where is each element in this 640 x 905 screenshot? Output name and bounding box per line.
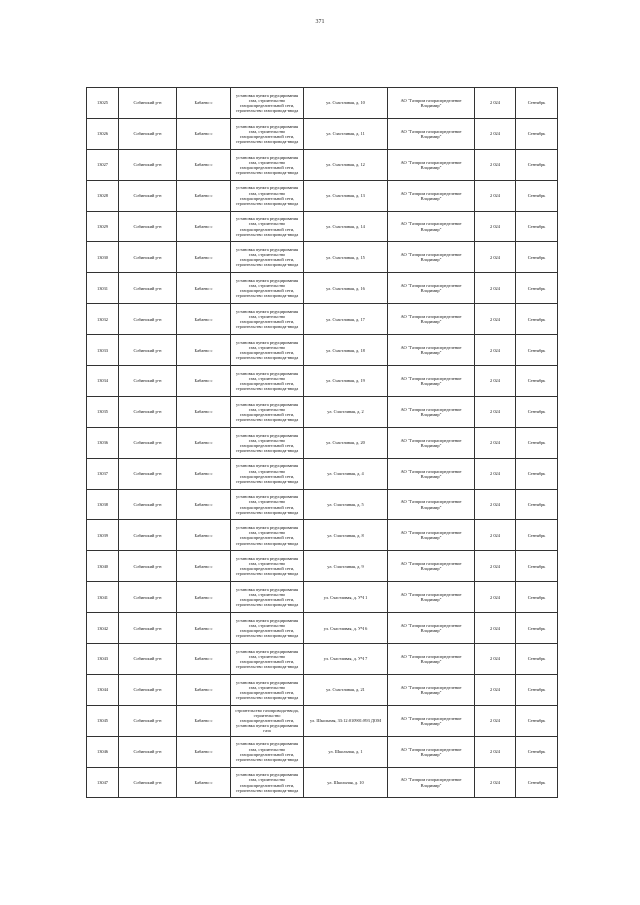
row-id: 13026 [87,118,119,149]
settlement-cell: Бабаево с [177,644,231,675]
organization-cell: АО "Газпром газораспределение Владимир" [388,149,475,180]
organization-cell: АО "Газпром газораспределение Владимир" [388,242,475,273]
district-cell: Собинский р-н [119,520,177,551]
work-description-cell: установка пункта редуцирования газа, строительство газораспределительной сети, строительство газопровода-ввода [231,396,304,427]
work-description-cell: установка пункта редуцирования газа, строительство газораспределительной сети, строительство газопровода-ввода [231,304,304,335]
month-cell: Сентябрь [516,520,558,551]
address-cell: ул. Счастливая, д. 17 [304,304,388,335]
table-row [87,118,558,149]
work-description-cell: установка пункта редуцирования газа, строительство газораспределительной сети, строительство газопровода-ввода [231,335,304,366]
table-row [87,458,558,489]
row-id: 13033 [87,335,119,366]
year-cell: 2 024 [475,366,516,397]
settlement-cell: Бабаево с [177,674,231,705]
address-cell: ул. Счастливая, д. 21 [304,674,388,705]
settlement-cell: Бабаево с [177,458,231,489]
settlement-cell: Бабаево с [177,242,231,273]
month-cell: Сентябрь [516,273,558,304]
month-cell: Сентябрь [516,458,558,489]
work-description-cell: установка пункта редуцирования газа, строительство газораспределительной сети, строительство газопровода-ввода [231,366,304,397]
organization-cell: АО "Газпром газораспределение Владимир" [388,582,475,613]
district-cell: Собинский р-н [119,335,177,366]
district-cell: Собинский р-н [119,304,177,335]
year-cell: 2 024 [475,767,516,798]
table-row [87,613,558,644]
address-cell: ул. Счастливая, д. УЧ 7 [304,644,388,675]
row-id: 13047 [87,767,119,798]
work-description-cell: установка пункта редуцирования газа, строительство газораспределительной сети, строительство газопровода-ввода [231,582,304,613]
year-cell: 2 024 [475,118,516,149]
settlement-cell: Бабаево с [177,520,231,551]
month-cell: Сентябрь [516,705,558,736]
work-description-cell: установка пункта редуцирования газа, строительство газораспределительной сети, строительство газопровода-ввода [231,767,304,798]
row-id: 13044 [87,674,119,705]
address-cell: ул. Счастливая, д. 11 [304,118,388,149]
settlement-cell: Бабаево с [177,118,231,149]
row-id: 13031 [87,273,119,304]
settlement-cell: Бабаево с [177,273,231,304]
work-description-cell: установка пункта редуцирования газа, строительство газораспределительной сети, строительство газопровода-ввода [231,520,304,551]
year-cell: 2 024 [475,242,516,273]
organization-cell: АО "Газпром газораспределение Владимир" [388,211,475,242]
organization-cell: АО "Газпром газораспределение Владимир" [388,118,475,149]
district-cell: Собинский р-н [119,149,177,180]
year-cell: 2 024 [475,582,516,613]
month-cell: Сентябрь [516,551,558,582]
settlement-cell: Бабаево с [177,767,231,798]
settlement-cell: Бабаево с [177,88,231,119]
table-row [87,489,558,520]
address-cell: ул. Счастливая, д. 5 [304,489,388,520]
month-cell: Сентябрь [516,335,558,366]
settlement-cell: Бабаево с [177,736,231,767]
district-cell: Собинский р-н [119,118,177,149]
month-cell: Сентябрь [516,489,558,520]
row-id: 13038 [87,489,119,520]
settlement-cell: Бабаево с [177,211,231,242]
organization-cell: АО "Газпром газораспределение Владимир" [388,613,475,644]
year-cell: 2 024 [475,736,516,767]
year-cell: 2 024 [475,520,516,551]
address-cell: ул. Счастливая, д. 15 [304,242,388,273]
table-row [87,396,558,427]
table-row [87,705,558,736]
address-cell: ул. Счастливая, д. 8 [304,520,388,551]
work-description-cell: установка пункта редуцирования газа, строительство газораспределительной сети, строительство газопровода-ввода [231,180,304,211]
address-cell: ул. Счастливая, д. 19 [304,366,388,397]
settlement-cell: Бабаево с [177,366,231,397]
address-cell: ул. Счастливая, д. УЧ 1 [304,582,388,613]
organization-cell: АО "Газпром газораспределение Владимир" [388,304,475,335]
table-row [87,644,558,675]
row-id: 13041 [87,582,119,613]
row-id: 13040 [87,551,119,582]
organization-cell: АО "Газпром газораспределение Владимир" [388,427,475,458]
district-cell: Собинский р-н [119,211,177,242]
district-cell: Собинский р-н [119,644,177,675]
table-row [87,366,558,397]
year-cell: 2 024 [475,613,516,644]
district-cell: Собинский р-н [119,489,177,520]
district-cell: Собинский р-н [119,427,177,458]
district-cell: Собинский р-н [119,458,177,489]
month-cell: Сентябрь [516,149,558,180]
organization-cell: АО "Газпром газораспределение Владимир" [388,335,475,366]
settlement-cell: Бабаево с [177,304,231,335]
settlement-cell: Бабаево с [177,180,231,211]
address-cell: ул. Счастливая, д. 10 [304,88,388,119]
district-cell: Собинский р-н [119,582,177,613]
year-cell: 2 024 [475,396,516,427]
district-cell: Собинский р-н [119,88,177,119]
table-row [87,335,558,366]
organization-cell: АО "Газпром газораспределение Владимир" [388,644,475,675]
organization-cell: АО "Газпром газораспределение Владимир" [388,767,475,798]
year-cell: 2 024 [475,88,516,119]
organization-cell: АО "Газпром газораспределение Владимир" [388,396,475,427]
work-description-cell: установка пункта редуцирования газа, строительство газораспределительной сети, строительство газопровода-ввода [231,149,304,180]
year-cell: 2 024 [475,180,516,211]
row-id: 13045 [87,705,119,736]
address-cell: ул. Счастливая, д. 13 [304,180,388,211]
district-cell: Собинский р-н [119,273,177,304]
row-id: 13037 [87,458,119,489]
month-cell: Сентябрь [516,366,558,397]
year-cell: 2 024 [475,489,516,520]
address-cell: ул. Счастливая, д. 12 [304,149,388,180]
work-description-cell: установка пункта редуцирования газа, строительство газораспределительной сети, строительство газопровода-ввода [231,644,304,675]
month-cell: Сентябрь [516,582,558,613]
district-cell: Собинский р-н [119,396,177,427]
settlement-cell: Бабаево с [177,613,231,644]
address-cell: ул. Счастливая, д. 9 [304,551,388,582]
table-row [87,242,558,273]
table-row [87,767,558,798]
month-cell: Сентябрь [516,644,558,675]
district-cell: Собинский р-н [119,674,177,705]
year-cell: 2 024 [475,705,516,736]
year-cell: 2 024 [475,427,516,458]
year-cell: 2 024 [475,335,516,366]
row-id: 13046 [87,736,119,767]
address-cell: ул. Счастливая, д. 4 [304,458,388,489]
table-row [87,211,558,242]
year-cell: 2 024 [475,273,516,304]
district-cell: Собинский р-н [119,366,177,397]
district-cell: Собинский р-н [119,613,177,644]
address-cell: ул. Счастливая, д. 14 [304,211,388,242]
month-cell: Сентябрь [516,118,558,149]
work-description-cell: установка пункта редуцирования газа, строительство газораспределительной сети, строительство газопровода-ввода [231,242,304,273]
work-description-cell: строительство газопровода-ввода, строительство газораспределительной сети, установка пункта редуцирования газа [231,705,304,736]
table-body [87,88,558,798]
row-id: 13035 [87,396,119,427]
address-cell: ул. Школьная, д. 10 [304,767,388,798]
district-cell: Собинский р-н [119,767,177,798]
month-cell: Сентябрь [516,304,558,335]
year-cell: 2 024 [475,458,516,489]
table-row [87,551,558,582]
table-row [87,674,558,705]
work-description-cell: установка пункта редуцирования газа, строительство газораспределительной сети, строительство газопровода-ввода [231,489,304,520]
row-id: 13036 [87,427,119,458]
row-id: 13027 [87,149,119,180]
year-cell: 2 024 [475,149,516,180]
district-cell: Собинский р-н [119,180,177,211]
row-id: 13034 [87,366,119,397]
registry-table [86,87,558,798]
address-cell: ул. Счастливая, д. УЧ 6 [304,613,388,644]
work-description-cell: установка пункта редуцирования газа, строительство газораспределительной сети, строительство газопровода-ввода [231,273,304,304]
row-id: 13043 [87,644,119,675]
row-id: 13039 [87,520,119,551]
settlement-cell: Бабаево с [177,582,231,613]
table-row [87,520,558,551]
organization-cell: АО "Газпром газораспределение Владимир" [388,180,475,211]
settlement-cell: Бабаево с [177,427,231,458]
settlement-cell: Бабаево с [177,489,231,520]
organization-cell: АО "Газпром газораспределение Владимир" [388,366,475,397]
address-cell: ул. Счастливая, д. 16 [304,273,388,304]
work-description-cell: установка пункта редуцирования газа, строительство газораспределительной сети, строительство газопровода-ввода [231,458,304,489]
work-description-cell: установка пункта редуцирования газа, строительство газораспределительной сети, строительство газопровода-ввода [231,88,304,119]
organization-cell: АО "Газпром газораспределение Владимир" [388,489,475,520]
organization-cell: АО "Газпром газораспределение Владимир" [388,458,475,489]
month-cell: Сентябрь [516,613,558,644]
organization-cell: АО "Газпром газораспределение Владимир" [388,736,475,767]
row-id: 13029 [87,211,119,242]
month-cell: Сентябрь [516,211,558,242]
work-description-cell: установка пункта редуцирования газа, строительство газораспределительной сети, строительство газопровода-ввода [231,211,304,242]
month-cell: Сентябрь [516,180,558,211]
district-cell: Собинский р-н [119,551,177,582]
address-cell: ул. Школьная, 33:12:010901:893 ДОМ [304,705,388,736]
table-row [87,180,558,211]
table-row [87,88,558,119]
year-cell: 2 024 [475,551,516,582]
table-row [87,149,558,180]
row-id: 13028 [87,180,119,211]
organization-cell: АО "Газпром газораспределение Владимир" [388,520,475,551]
month-cell: Сентябрь [516,736,558,767]
month-cell: Сентябрь [516,396,558,427]
work-description-cell: установка пункта редуцирования газа, строительство газораспределительной сети, строительство газопровода-ввода [231,736,304,767]
year-cell: 2 024 [475,674,516,705]
settlement-cell: Бабаево с [177,335,231,366]
district-cell: Собинский р-н [119,705,177,736]
address-cell: ул. Счастливая, д. 20 [304,427,388,458]
organization-cell: АО "Газпром газораспределение Владимир" [388,273,475,304]
address-cell: ул. Счастливая, д. 18 [304,335,388,366]
table-row [87,736,558,767]
organization-cell: АО "Газпром газораспределение Владимир" [388,551,475,582]
settlement-cell: Бабаево с [177,396,231,427]
month-cell: Сентябрь [516,767,558,798]
month-cell: Сентябрь [516,427,558,458]
work-description-cell: установка пункта редуцирования газа, строительство газораспределительной сети, строительство газопровода-ввода [231,613,304,644]
row-id: 13030 [87,242,119,273]
settlement-cell: Бабаево с [177,551,231,582]
work-description-cell: установка пункта редуцирования газа, строительство газораспределительной сети, строительство газопровода-ввода [231,674,304,705]
year-cell: 2 024 [475,644,516,675]
month-cell: Сентябрь [516,242,558,273]
settlement-cell: Бабаево с [177,149,231,180]
table-row [87,304,558,335]
district-cell: Собинский р-н [119,242,177,273]
work-description-cell: установка пункта редуцирования газа, строительство газораспределительной сети, строительство газопровода-ввода [231,427,304,458]
address-cell: ул. Школьная, д. 1 [304,736,388,767]
table-row [87,582,558,613]
work-description-cell: установка пункта редуцирования газа, строительство газораспределительной сети, строительство газопровода-ввода [231,118,304,149]
organization-cell: АО "Газпром газораспределение Владимир" [388,705,475,736]
settlement-cell: Бабаево с [177,705,231,736]
district-cell: Собинский р-н [119,736,177,767]
page-number: 371 [315,19,325,25]
organization-cell: АО "Газпром газораспределение Владимир" [388,88,475,119]
year-cell: 2 024 [475,211,516,242]
row-id: 13032 [87,304,119,335]
row-id: 13042 [87,613,119,644]
work-description-cell: установка пункта редуцирования газа, строительство газораспределительной сети, строительство газопровода-ввода [231,551,304,582]
table-row [87,427,558,458]
table-row [87,273,558,304]
month-cell: Сентябрь [516,88,558,119]
year-cell: 2 024 [475,304,516,335]
month-cell: Сентябрь [516,674,558,705]
row-id: 13025 [87,88,119,119]
organization-cell: АО "Газпром газораспределение Владимир" [388,674,475,705]
address-cell: ул. Счастливая, д. 2 [304,396,388,427]
